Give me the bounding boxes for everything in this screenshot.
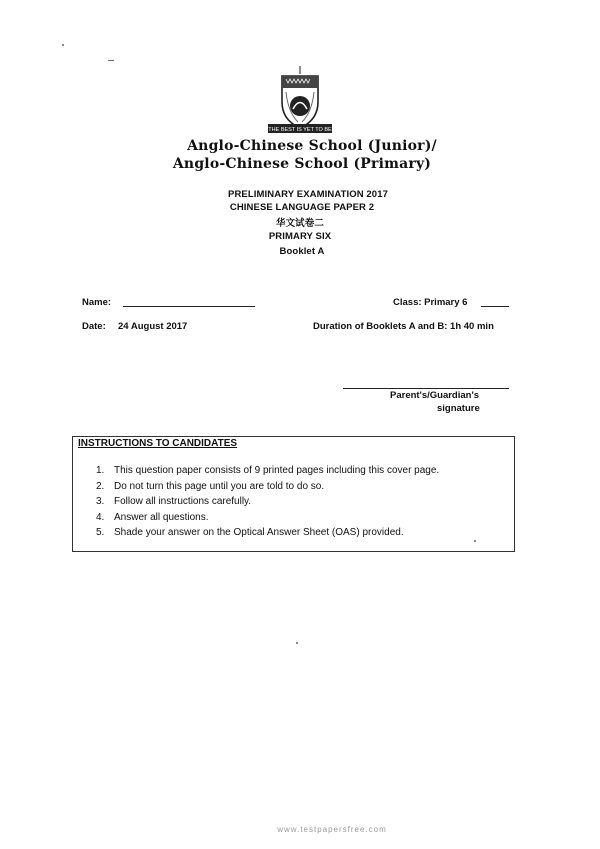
- scan-speck: [474, 540, 476, 542]
- class-label: Class: Primary 6: [393, 297, 468, 308]
- instruction-text: Shade your answer on the Optical Answer Sheet (OAS) provided.: [114, 527, 404, 538]
- instruction-text: Follow all instructions carefully.: [114, 496, 252, 507]
- school-name-line2: Anglo-Chinese School (Primary): [172, 156, 432, 172]
- instruction-text: Answer all questions.: [114, 511, 209, 523]
- instruction-number: 5.: [96, 527, 105, 538]
- instruction-number: 1.: [96, 465, 105, 476]
- duration: Duration of Booklets A and B: 1h 40 min: [313, 321, 494, 332]
- exam-title: PRELIMINARY EXAMINATION 2017: [228, 189, 388, 200]
- name-label: Name:: [82, 297, 112, 308]
- scan-speck: [62, 44, 64, 46]
- crest-motto: THE BEST IS YET TO BE: [268, 127, 332, 133]
- footer-watermark: www.testpapersfree.com: [277, 825, 387, 834]
- instruction-item: [96, 479, 439, 495]
- booklet: Booklet A: [279, 246, 325, 257]
- date-value: 24 August 2017: [118, 321, 188, 332]
- level: PRIMARY SIX: [268, 231, 332, 242]
- class-field-line[interactable]: [481, 306, 509, 307]
- signature-label-line2: signature: [437, 403, 480, 414]
- instructions-list: [96, 463, 439, 541]
- instruction-item: [96, 494, 439, 510]
- school-name-line1: Anglo-Chinese School (Junior)/: [187, 138, 437, 154]
- paper-title-chinese: 华文试卷二: [275, 218, 324, 229]
- scan-speck: [296, 642, 298, 644]
- instruction-item: [96, 525, 439, 541]
- instruction-number: 2.: [96, 480, 105, 492]
- instruction-text: This question paper consists of 9 printed pages including this cover page.: [114, 465, 440, 476]
- signature-label-line1: Parent's/Guardian's: [390, 390, 479, 401]
- paper-title: CHINESE LANGUAGE PAPER 2: [229, 202, 375, 213]
- school-crest-logo: [262, 62, 338, 138]
- instruction-number: 3.: [96, 496, 105, 507]
- scan-speck: [108, 60, 114, 61]
- instructions-title: INSTRUCTIONS TO CANDIDATES: [78, 438, 238, 449]
- instruction-item: [96, 510, 439, 526]
- instruction-text: Do not turn this page until you are told to do so.: [114, 480, 325, 492]
- instruction-item: [96, 463, 439, 479]
- name-field-line[interactable]: [123, 306, 255, 307]
- date-label: Date:: [82, 321, 106, 332]
- instruction-number: 4.: [96, 511, 105, 523]
- signature-line[interactable]: [343, 388, 509, 389]
